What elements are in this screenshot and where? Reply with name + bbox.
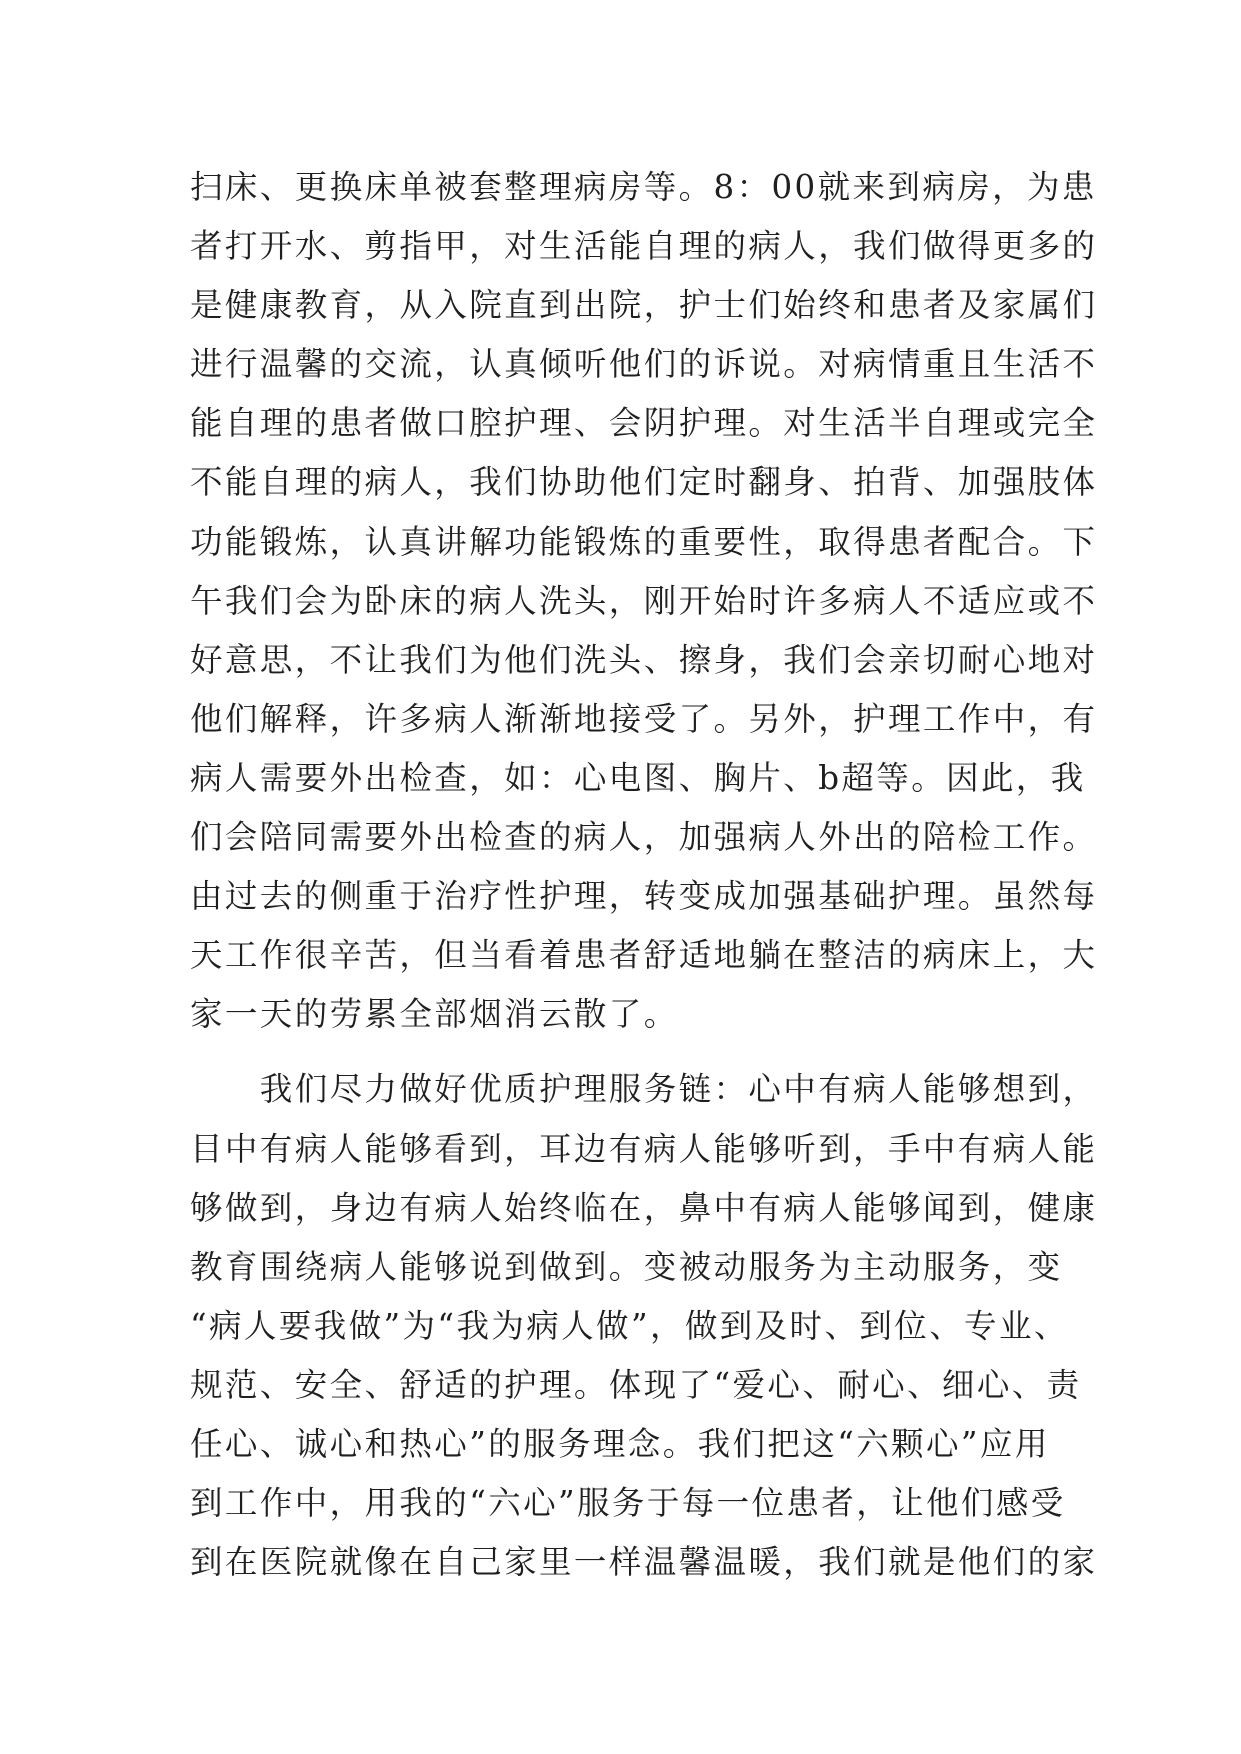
text-line: 任心、诚心和热心”的服务理念。我们把这“六颗心”应用 xyxy=(190,1424,1050,1463)
paragraph-spacing xyxy=(190,1044,1070,1060)
text-line: 他们解释，许多病人渐渐地接受了。另外，护理工作中，有 xyxy=(190,699,1098,738)
text-line: 是健康教育，从入院直到出院，护士们始终和患者及家属们 xyxy=(190,286,1098,325)
text-line: 到在医院就像在自己家里一样温馨温暖，我们就是他们的家 xyxy=(190,1543,1098,1582)
text-line: 家一天的劳累全部烟消云散了。 xyxy=(190,995,679,1034)
text-line: 能自理的患者做口腔护理、会阴护理。对生活半自理或完全 xyxy=(190,404,1098,443)
text-line: 我们尽力做好优质护理服务链：心中有病人能够想到， xyxy=(190,1070,1098,1109)
text-line: 够做到，身边有病人始终临在，鼻中有病人能够闻到，健康 xyxy=(190,1188,1098,1227)
text-line: 病人需要外出检查，如：心电图、胸片、b超等。因此，我 xyxy=(190,758,1086,797)
text-line: 目中有病人能够看到，耳边有病人能够听到，手中有病人能 xyxy=(190,1129,1098,1168)
document-body xyxy=(190,158,1098,1592)
paragraph-2 xyxy=(190,1060,1098,1592)
text-line: 功能锻炼，认真讲解功能锻炼的重要性，取得患者配合。下 xyxy=(190,522,1098,561)
paragraph-1 xyxy=(190,158,1098,1044)
text-line: 不能自理的病人，我们协助他们定时翻身、拍背、加强肢体 xyxy=(190,463,1098,502)
text-line: 进行温馨的交流，认真倾听他们的诉说。对病情重且生活不 xyxy=(190,345,1098,384)
text-line: 天工作很辛苦，但当看着患者舒适地躺在整洁的病床上，大 xyxy=(190,936,1098,975)
text-line: “病人要我做”为“我为病人做”，做到及时、到位、专业、 xyxy=(190,1306,1069,1345)
text-line: 由过去的侧重于治疗性护理，转变成加强基础护理。虽然每 xyxy=(190,877,1098,916)
text-line: 规范、安全、舒适的护理。体现了“爱心、耐心、细心、责 xyxy=(190,1365,1082,1404)
text-line: 们会陪同需要外出检查的病人，加强病人外出的陪检工作。 xyxy=(190,818,1098,857)
text-line: 好意思，不让我们为他们洗头、擦身，我们会亲切耐心地对 xyxy=(190,640,1098,679)
text-line: 者打开水、剪指甲，对生活能自理的病人，我们做得更多的 xyxy=(190,227,1098,266)
text-line: 扫床、更换床单被套整理病房等。8：00就来到病房，为患 xyxy=(190,168,1097,206)
text-line: 到工作中，用我的“六心”服务于每一位患者，让他们感受 xyxy=(190,1484,1066,1523)
text-line: 午我们会为卧床的病人洗头，刚开始时许多病人不适应或不 xyxy=(190,581,1098,620)
text-line: 教育围绕病人能够说到做到。变被动服务为主动服务，变 xyxy=(190,1247,1063,1286)
